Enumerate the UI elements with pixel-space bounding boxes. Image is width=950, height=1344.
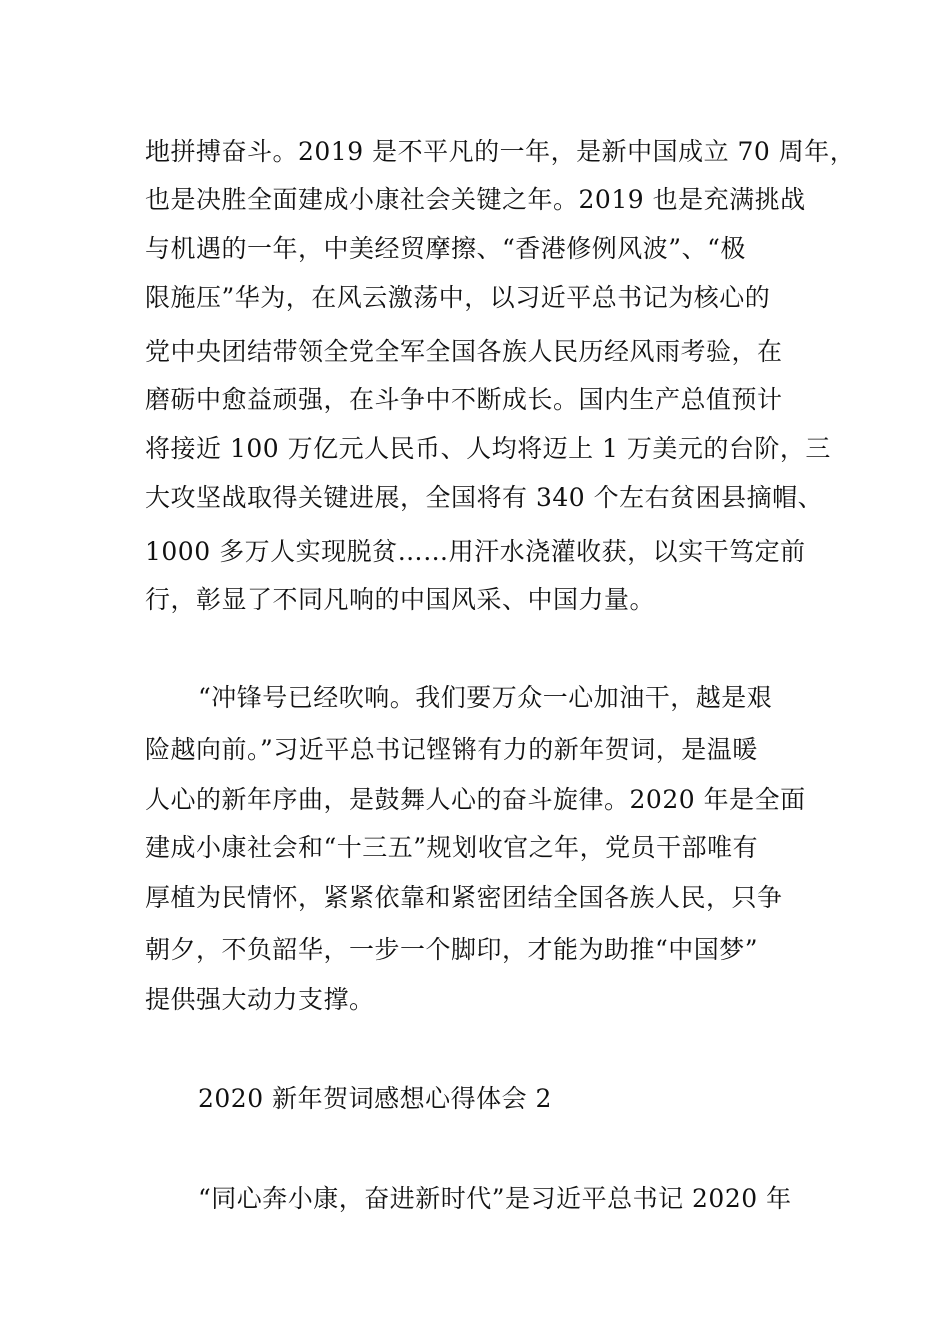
paragraph-line: 行，彰显了不同凡响的中国风采、中国力量。 <box>145 585 656 614</box>
paragraph-line: 与机遇的一年，中美经贸摩擦、“香港修例风波”、“极 <box>145 234 746 263</box>
paragraph-line: 也是决胜全面建成小康社会关键之年。2019 也是充满挑战 <box>145 185 806 214</box>
paragraph-line: 磨砺中愈益顽强，在斗争中不断成长。国内生产总值预计 <box>145 385 783 414</box>
paragraph-line: 1000 多万人实现脱贫……用汗水浇灌收获，以实干笃定前 <box>145 537 806 566</box>
paragraph-line: 人心的新年序曲，是鼓舞人心的奋斗旋律。2020 年是全面 <box>145 785 806 814</box>
paragraph-line: “同心奔小康，奋进新时代”是习近平总书记 2020 年 <box>198 1184 792 1213</box>
paragraph-line: 党中央团结带领全党全军全国各族人民历经风雨考验，在 <box>145 337 783 366</box>
paragraph-line: 险越向前。”习近平总书记铿锵有力的新年贺词，是温暖 <box>145 735 758 764</box>
paragraph-line: 建成小康社会和“十三五”规划收官之年，党员干部唯有 <box>145 833 759 862</box>
paragraph-line: 大攻坚战取得关键进展，全国将有 340 个左右贫困县摘帽、 <box>145 483 824 512</box>
paragraph-line: 限施压”华为，在风云激荡中，以习近平总书记为核心的 <box>145 283 771 312</box>
paragraph-line: 朝夕，不负韶华，一步一个脚印，才能为助推“中国梦” <box>145 935 759 964</box>
paragraph-line: 厚植为民情怀，紧紧依靠和紧密团结全国各族人民，只争 <box>145 883 783 912</box>
section-heading: 2020 新年贺词感想心得体会 2 <box>198 1084 552 1113</box>
paragraph-line: “冲锋号已经吹响。我们要万众一心加油干，越是艰 <box>198 683 773 712</box>
paragraph-line: 提供强大动力支撑。 <box>145 985 375 1014</box>
paragraph-line: 将接近 100 万亿元人民币、人均将迈上 1 万美元的台阶，三 <box>145 434 831 463</box>
paragraph-line: 地拼搏奋斗。2019 是不平凡的一年，是新中国成立 70 周年， <box>145 137 856 166</box>
